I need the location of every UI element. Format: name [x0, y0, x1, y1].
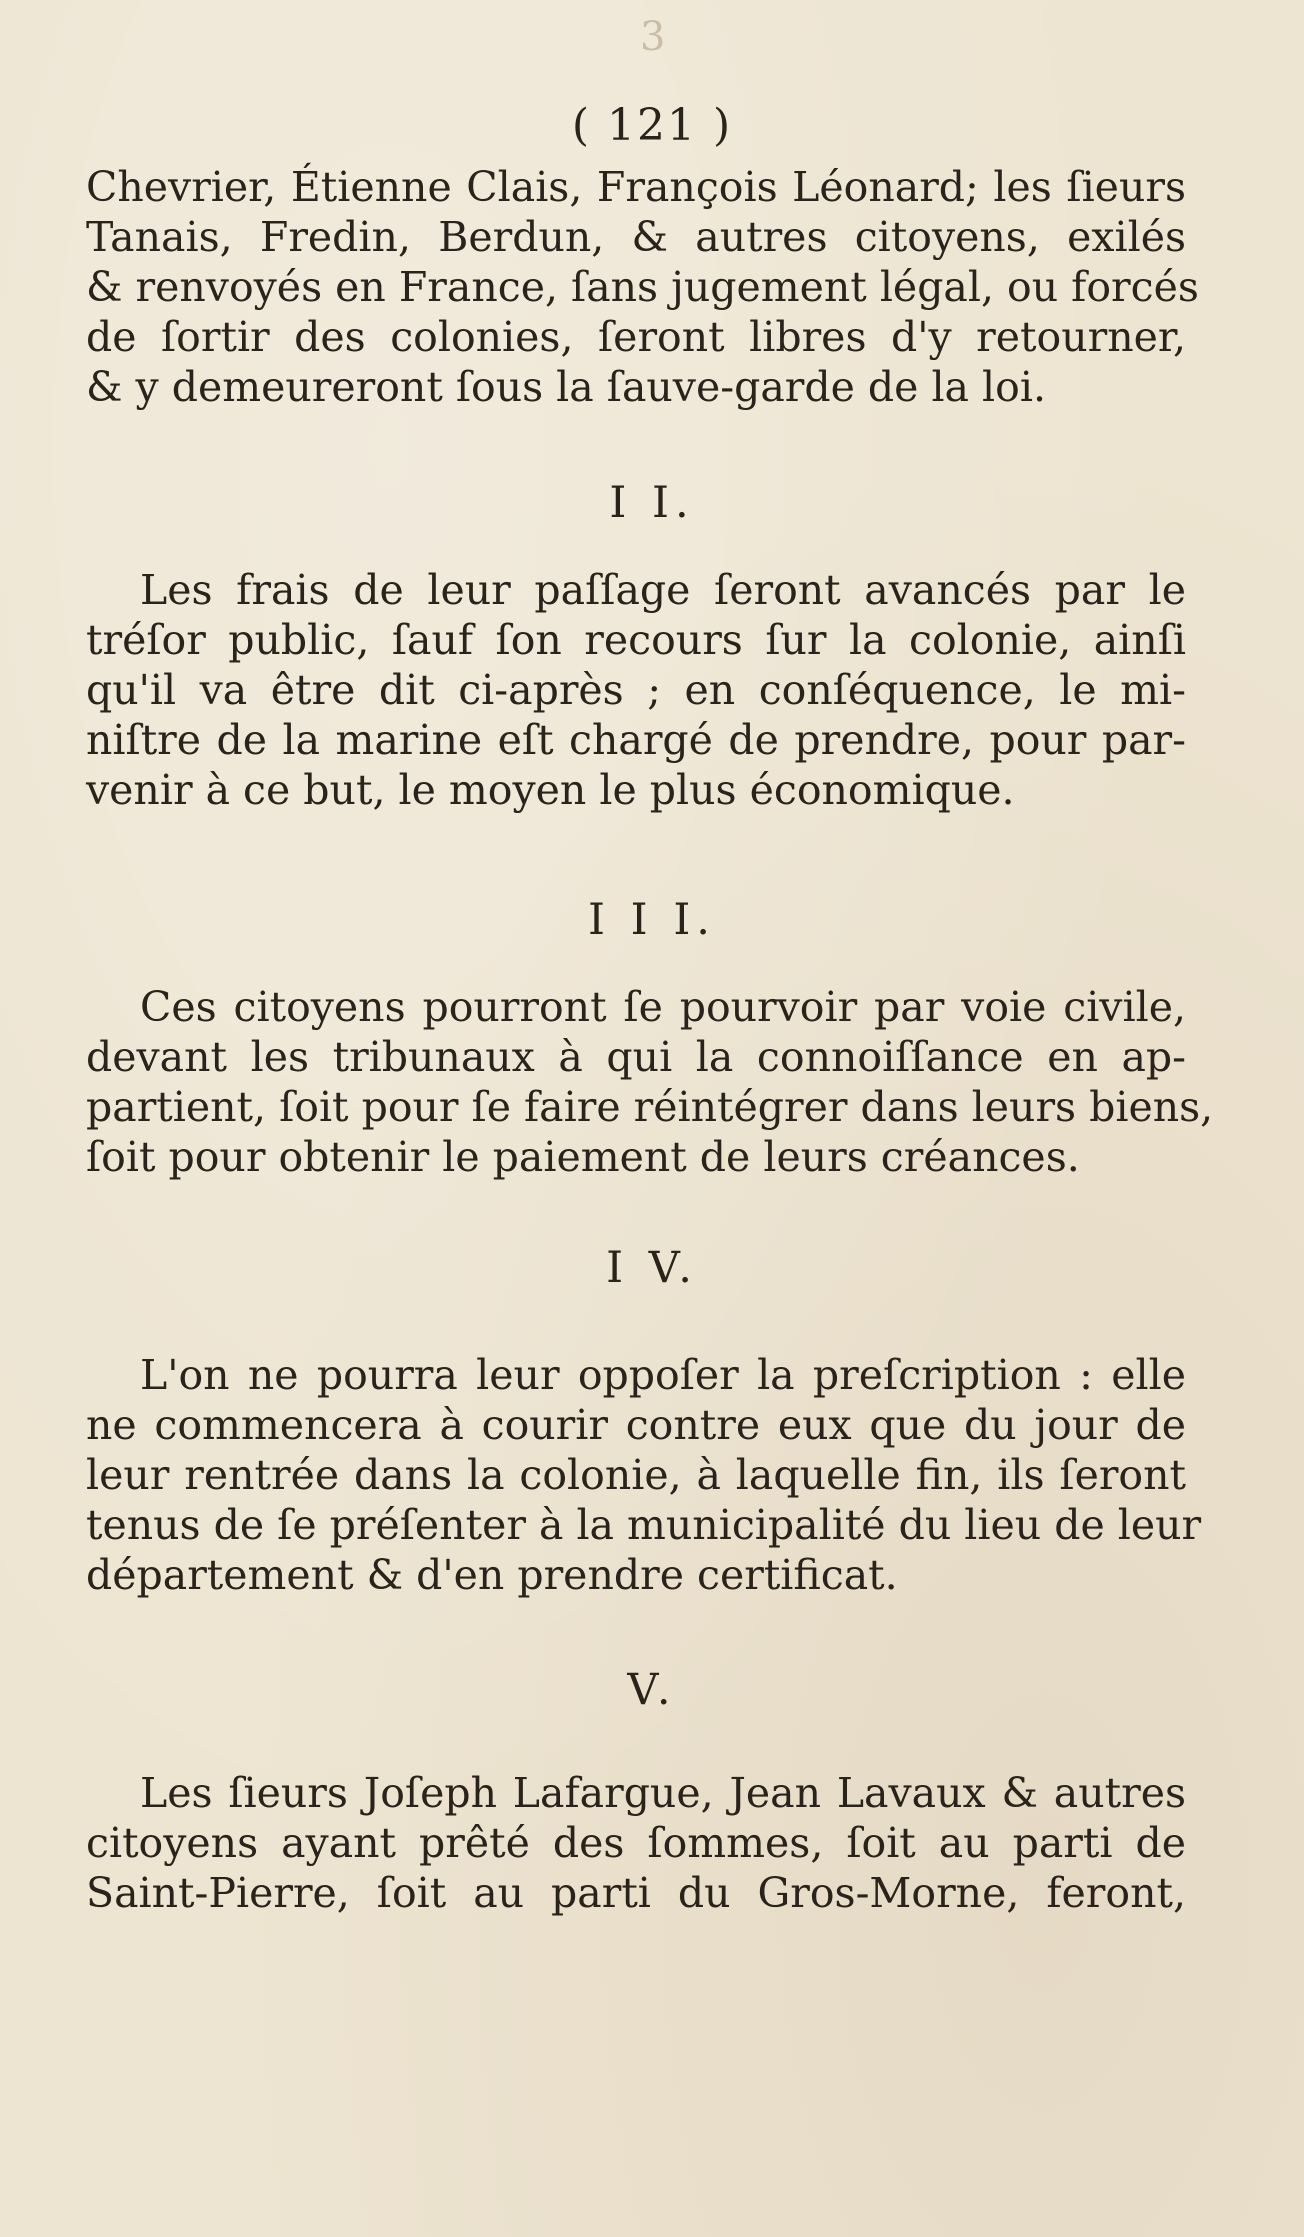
text-line: Tanais, Fredin, Berdun, & autres citoyens, exilés [86, 213, 1186, 261]
article-heading-iv: I V. [606, 1243, 698, 1293]
text-line: Chevrier, Étienne Clais, François Léonard; les ſieurs [86, 163, 1186, 211]
text-line: niſtre de la marine eſt chargé de prendre, pour par- [86, 716, 1186, 764]
text-line: L'on ne pourra leur oppoſer la preſcription : elle [140, 1351, 1186, 1399]
article-heading-v: V. [627, 1665, 677, 1715]
text-line: ſoit pour obtenir le paiement de leurs créances. [86, 1133, 1080, 1181]
text-line: Saint-Pierre, ſoit au parti du Gros-Morne, feront, [86, 1869, 1186, 1917]
page-number: ( 121 ) [571, 100, 733, 151]
text-line: qu'il va être dit ci-après ; en conſéquence, le mi- [86, 666, 1186, 714]
text-line: leur rentrée dans la colonie, à laquelle fin, ils ſeront [86, 1451, 1186, 1499]
text-line: département & d'en prendre certificat. [86, 1551, 898, 1599]
text-line: venir à ce but, le moyen le plus économique. [86, 766, 1015, 814]
article-heading-iii: I I I. [588, 895, 716, 945]
text-line: & y demeureront ſous la ſauve-garde de la loi. [86, 363, 1046, 411]
article-heading-ii: I I. [609, 478, 695, 528]
text-line: de ſortir des colonies, ſeront libres d'y retourner, [86, 313, 1186, 361]
text-line: partient, ſoit pour ſe faire réintégrer dans leurs biens, [86, 1083, 1214, 1131]
text-line: Les ſieurs Joſeph Lafargue, Jean Lavaux & autres [140, 1769, 1186, 1817]
text-line: devant les tribunaux à qui la connoiſſance en ap- [86, 1033, 1186, 1081]
text-line: tréſor public, ſauf ſon recours ſur la colonie, ainſi [86, 616, 1186, 664]
text-line: Ces citoyens pourront ſe pourvoir par voie civile, [140, 983, 1186, 1031]
corner-mark: 3 [640, 14, 666, 60]
text-line: Les frais de leur paſſage ſeront avancés par le [140, 566, 1186, 614]
text-line: tenus de ſe préſenter à la municipalité du lieu de leur [86, 1501, 1202, 1549]
text-line: ne commencera à courir contre eux que du jour de [86, 1401, 1186, 1449]
text-line: citoyens ayant prêté des ſommes, ſoit au parti de [86, 1819, 1186, 1867]
text-line: & renvoyés en France, ſans jugement légal, ou forcés [86, 263, 1199, 311]
